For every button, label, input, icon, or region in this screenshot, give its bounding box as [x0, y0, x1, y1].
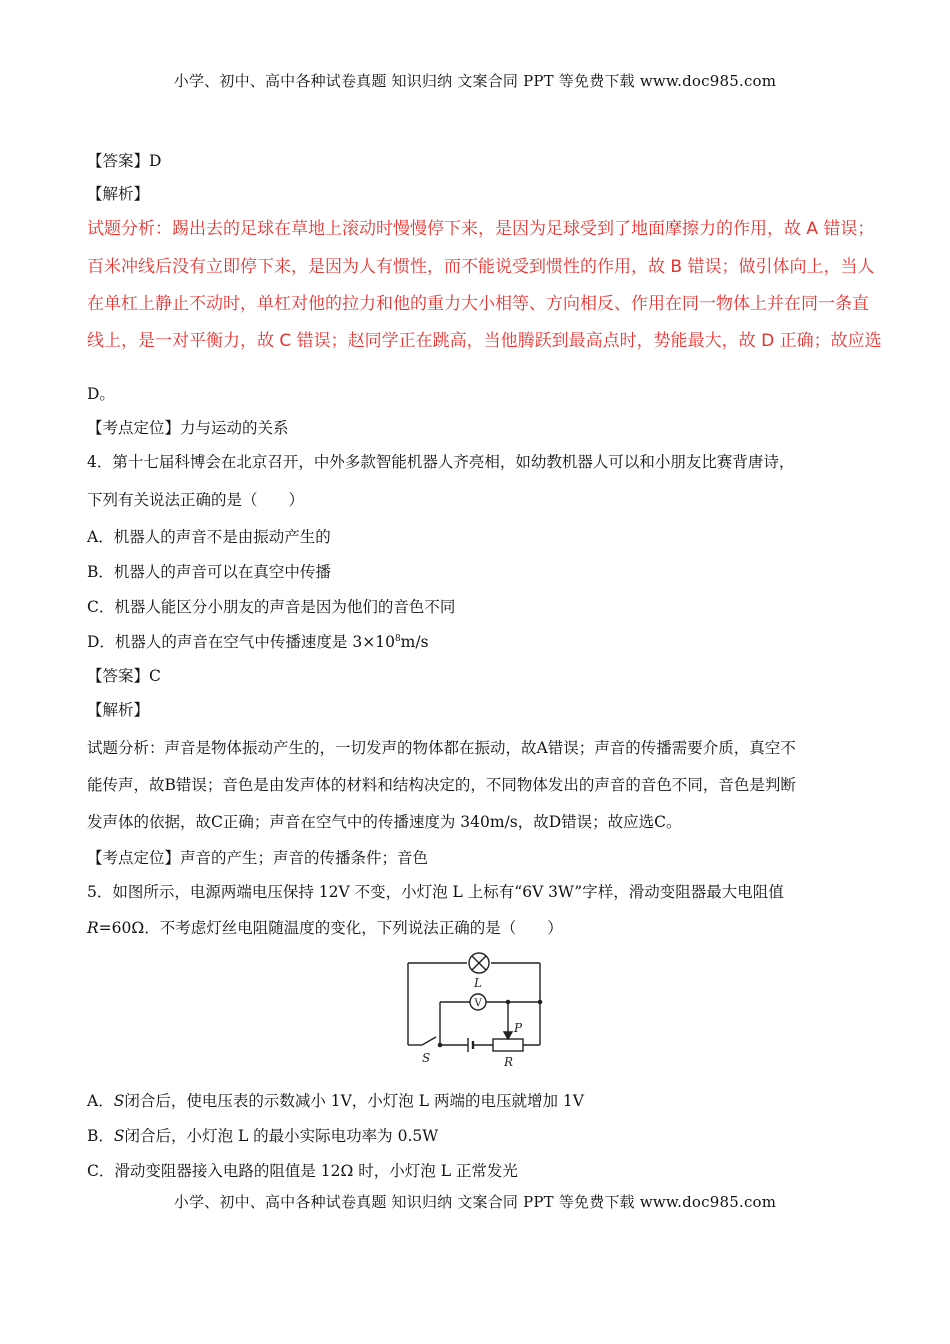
q5-stem-line-1: 5．如图所示，电源两端电压保持 12V 不变，小灯泡 L 上标有“6V 3W”字样，滑动变阻器最大电阻值: [87, 883, 784, 901]
q5-option-a-s: S: [113, 1092, 125, 1110]
q3-analysis-line-1: 试题分析：踢出去的足球在草地上滚动时慢慢停下来，是因为足球受到了地面摩擦力的作用，故 A 错误；: [87, 219, 875, 239]
circuit-diagram: [400, 952, 550, 1072]
node-right: [538, 1000, 543, 1005]
q3-analysis-line-3: 在单杠上静止不动时，单杠对他的拉力和他的重力大小相等、方向相反、作用在同一物体上并在同一条直: [87, 294, 869, 314]
q3-analysis-heading: 【解析】: [87, 185, 150, 203]
q4-option-c: C．机器人能区分小朋友的声音是因为他们的音色不同: [87, 598, 456, 616]
label-voltmeter: V: [474, 998, 482, 1009]
q4-stem-line-1: 4．第十七届科博会在北京召开，中外多款智能机器人齐亮相，如幼教机器人可以和小朋友比赛背唐诗，: [87, 453, 795, 471]
q4-option-b: B．机器人的声音可以在真空中传播: [87, 563, 331, 581]
node-switch: [438, 1043, 443, 1048]
q5-stem-line-2-text: =60Ω．不考虑灯丝电阻随温度的变化，下列说法正确的是（ ）: [98, 919, 563, 937]
node-slider: [506, 1000, 511, 1005]
q5-stem-line-2: [87, 916, 563, 938]
label-lamp: L: [474, 976, 482, 990]
q5-option-a-text: 闭合后，使电压表的示数减小 1V，小灯泡 L 两端的电压就增加 1V: [124, 1092, 584, 1110]
q5-option-b-prefix: B．: [87, 1127, 114, 1145]
q5-option-c: C．滑动变阻器接入电路的阻值是 12Ω 时，小灯泡 L 正常发光: [87, 1162, 518, 1180]
q4-option-d-exponent: 8: [394, 633, 401, 644]
q3-kaodian: 【考点定位】力与运动的关系: [87, 419, 289, 437]
q5-r-symbol: R: [87, 919, 99, 937]
q4-analysis-line-1: 试题分析：声音是物体振动产生的，一切发声的物体都在振动，故A错误；声音的传播需要介质，真空不: [87, 739, 796, 757]
q4-analysis-heading: 【解析】: [87, 701, 150, 719]
q4-option-d-text: D．机器人的声音在空气中传播速度是 3×10: [87, 633, 395, 651]
q5-option-a: [87, 1089, 584, 1111]
q3-analysis-end: D。: [87, 385, 115, 403]
q5-option-b-text: 闭合后，小灯泡 L 的最小实际电功率为 0.5W: [124, 1127, 439, 1145]
q4-analysis-line-3: 发声体的依据，故C正确；声音在空气中的传播速度为 340m/s，故D错误；故应选C。: [87, 813, 682, 831]
q4-option-d: [87, 630, 429, 652]
q5-option-a-prefix: A．: [87, 1092, 114, 1110]
slider-arrow: [504, 1032, 512, 1039]
q5-option-b: [87, 1124, 438, 1146]
q3-answer: 【答案】D: [87, 152, 162, 170]
q4-stem-line-2: 下列有关说法正确的是（ ）: [87, 491, 305, 509]
label-slider: P: [514, 1021, 523, 1035]
q5-option-b-s: S: [113, 1127, 125, 1145]
label-resistor: R: [504, 1055, 514, 1069]
q4-option-a: A．机器人的声音不是由振动产生的: [87, 528, 331, 546]
q3-analysis-line-2: 百米冲线后没有立即停下来，是因为人有惯性，而不能说受到惯性的作用，故 B 错误；做引体向上，当人: [87, 257, 875, 277]
page-header: 小学、初中、高中各种试卷真题 知识归纳 文案合同 PPT 等免费下载 www.doc985.com: [173, 72, 777, 90]
page-footer: 小学、初中、高中各种试卷真题 知识归纳 文案合同 PPT 等免费下载 www.doc985.com: [173, 1193, 777, 1211]
q4-option-d-unit: m/s: [400, 633, 429, 651]
q4-kaodian: 【考点定位】声音的产生；声音的传播条件；音色: [87, 849, 429, 867]
q4-analysis-line-2: 能传声，故B错误；音色是由发声体的材料和结构决定的，不同物体发出的声音的音色不同，音色是判断: [87, 776, 796, 794]
switch-blade: [422, 1037, 436, 1045]
label-switch: S: [422, 1051, 431, 1065]
q4-answer: 【答案】C: [87, 667, 161, 685]
resistor-box: [493, 1039, 523, 1051]
q3-analysis-line-4: 线上，是一对平衡力，故 C 错误；赵同学正在跳高，当他腾跃到最高点时，势能最大，故 D 正确；故应选: [87, 331, 882, 351]
